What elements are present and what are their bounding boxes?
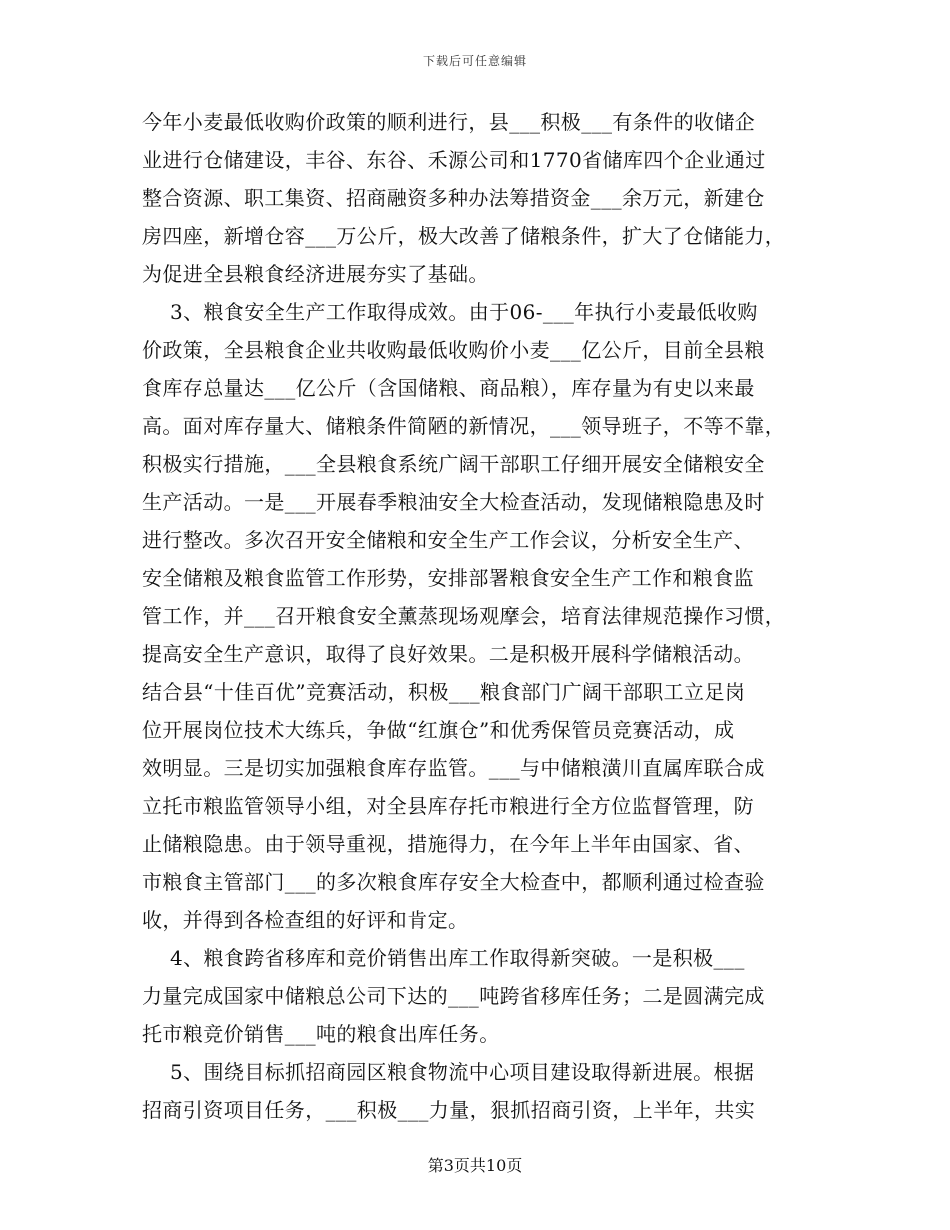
text-line: 房四座，新增仓容___万公斤，极大改善了储粮条件，扩大了仓储能力， [142, 224, 786, 248]
text-line: 力量完成国家中储粮总公司下达的___吨跨省移库任务；二是圆满完成 [142, 984, 765, 1008]
text-line: 生产活动。一是___开展春季粮油安全大检查活动，发现储粮隐患及时 [142, 490, 765, 514]
text-line: 安全储粮及粮食监管工作形势，安排部署粮食安全生产工作和粮食监 [142, 566, 754, 590]
text-line: 立托市粮监管领导小组，对全县库存托市粮进行全方位监督管理，防 [142, 794, 754, 818]
text-line: 招商引资项目任务，___积极___力量，狠抓招商引资，上半年，共实 [142, 1098, 756, 1122]
text-line: 高。面对库存量大、储粮条件简陋的新情况，___领导班子，不等不靠， [142, 414, 786, 438]
paragraph [142, 293, 812, 939]
text-line: 价政策，全县粮食企业共收购最低收购价小麦___亿公斤，目前全县粮 [142, 338, 765, 362]
text-line: 止储粮隐患。由于领导重视，措施得力，在今年上半年由国家、省、 [142, 832, 754, 856]
page-number: 第3页共10页 [427, 1156, 523, 1175]
paragraph [142, 1053, 812, 1129]
page-header-note: 下载后可任意编辑 [422, 54, 527, 68]
text-line: 进行整改。多次召开安全储粮和安全生产工作会议，分析安全生产、 [142, 528, 754, 552]
paragraph [142, 939, 812, 1053]
text-line: 结合县“十佳百优”竞赛活动，积极___粮食部门广阔干部职工立足岗 [142, 680, 746, 704]
paragraph [142, 103, 812, 293]
text-line: 托市粮竞价销售___吨的粮食出库任务。 [142, 1022, 500, 1046]
text-line: 积极实行措施，___全县粮食系统广阔干部职工仔细开展安全储粮安全 [142, 452, 765, 476]
text-line: 5、围绕目标抓招商园区粮食物流中心项目建设取得新进展。根据 [170, 1060, 755, 1084]
text-line: 3、粮食安全生产工作取得成效。由于06-___年执行小麦最低收购 [170, 300, 758, 324]
text-line: 今年小麦最低收购价政策的顺利进行，县___积极___有条件的收储企 [142, 110, 756, 134]
text-line: 市粮食主管部门___的多次粮食库存安全大检查中，都顺利通过检查验 [142, 870, 765, 894]
text-line: 整合资源、职工集资、招商融资多种办法筹措资金___余万元，新建仓 [142, 186, 765, 210]
text-line: 为促进全县粮食经济进展夯实了基础。 [142, 262, 489, 286]
text-line: 4、粮食跨省移库和竞价销售出库工作取得新突破。一是积极___ [170, 946, 745, 970]
text-line: 提高安全生产意识，取得了良好效果。二是积极开展科学储粮活动。 [142, 642, 754, 666]
document-body [142, 103, 812, 1129]
text-line: 效明显。三是切实加强粮食库存监管。___与中储粮潢川直属库联合成 [142, 756, 765, 780]
text-line: 业进行仓储建设，丰谷、东谷、禾源公司和1770省储库四个企业通过 [142, 148, 766, 172]
text-line: 位开展岗位技术大练兵，争做“红旗仓”和优秀保管员竞赛活动，成 [142, 718, 735, 742]
text-line: 食库存总量达___亿公斤（含国储粮、商品粮），库存量为有史以来最 [142, 376, 755, 400]
text-line: 管工作，并___召开粮食安全薰蒸现场观摩会，培育法律规范操作习惯， [142, 604, 786, 628]
text-line: 收，并得到各检查组的好评和肯定。 [142, 908, 469, 932]
